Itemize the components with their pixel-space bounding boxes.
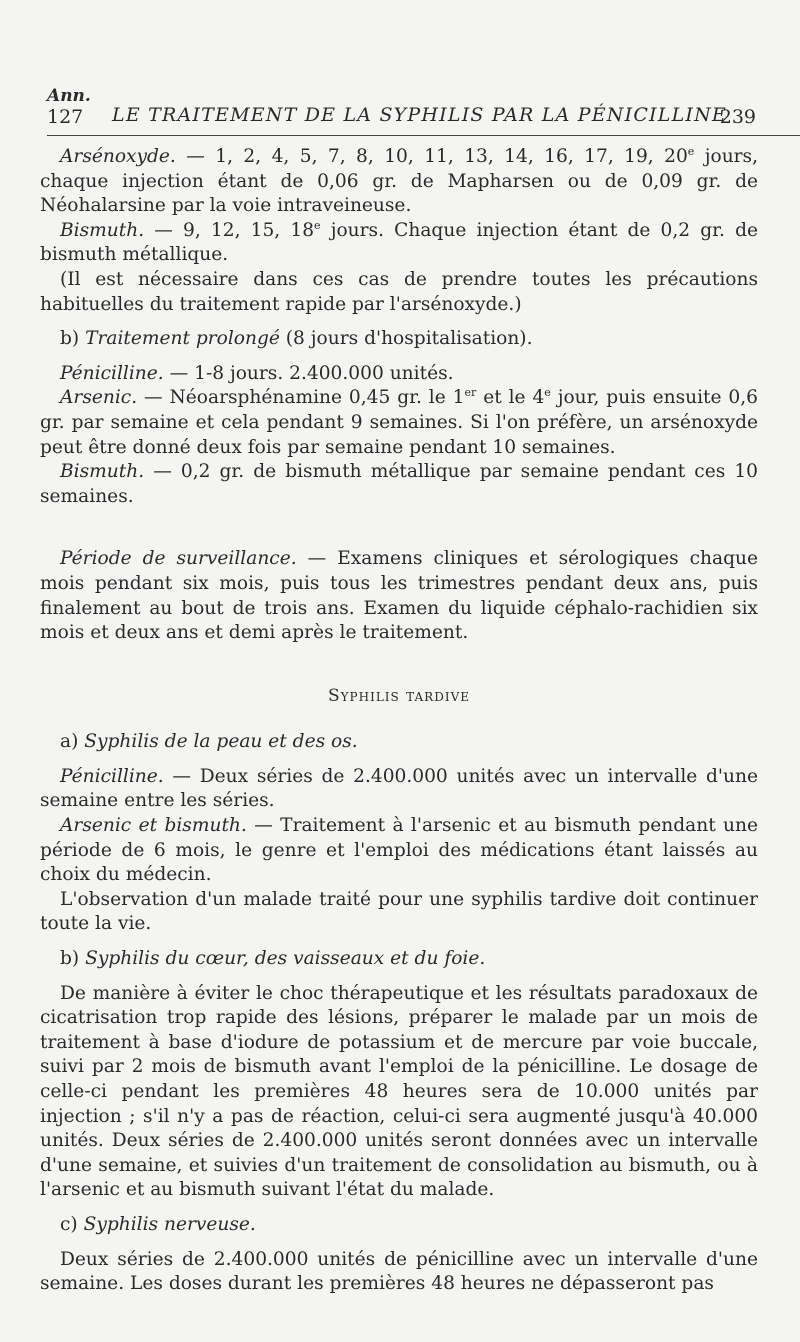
para-nerveuse: Deux séries de 2.400.000 unités de pénicilline avec un intervalle d'une semaine. Les doses durant les premières 48 heures ne dépasseront pas [40,1248,758,1295]
para-arsenic-bismuth: Arsenic et bismuth. — Traitement à l'arsenic et au bismuth pendant une période de 6 mois, le genre et l'emploi des médications étant laissés au choix du médecin. [40,815,759,886]
para-bismuth-2: Bismuth. — 0,2 gr. de bismuth métallique par semaine pendant ces 10 semaines. [40,461,758,507]
para-precautions: (Il est nécessaire dans ces cas de prendre toutes les précautions habituelles du traitement rapide par l'arsénoxyde.) [40,268,758,315]
para-penicilline-1: Pénicilline. — 1-8 jours. 2.400.000 unités. [60,362,454,384]
para-coeur: De manière à éviter le choc thérapeutique et les résultats paradoxaux de cicatrisation trop rapide des lésions, préparer le malade par un mois de traitement à base d'iodure de potassium et de mercure par voie buccale, suivi par 2 mois de bismuth avant l'emploi de la pénicilline. Le dosage de celle-ci pendant les premières 48 heures sera de 10.000 unités par injection ; s'il n'y a pas de réaction, celui-ci sera augmenté jusqu'à 40.000 unités. Deux séries de 2.400.000 unités seront données avec un intervalle d'une semaine, et suivies d'un traitement de consolidation au bismuth, ou à l'arsenic et au bismuth suivant l'état du malade. [40,982,758,1201]
para-arsenic-1: Arsenic. — Néoarsphénamine 0,45 gr. le 1er et le 4e jour, puis ensuite 0,6 gr. par semaine et cela pendant 9 semaines. Si l'on préfère, un arsénoxyde peut être donné deux fois par semaine pendant 10 semaines. [40,386,758,458]
heading-nerveuse: c) Syphilis nerveuse. [60,1213,256,1235]
heading-coeur: b) Syphilis du cœur, des vaisseaux et du foie. [60,948,486,970]
header-ann: Ann. [47,86,91,106]
para-bismuth-1: Bismuth. — 9, 12, 15, 18e jours. Chaque injection étant de 0,2 gr. de bismuth métallique. [40,218,758,266]
header-number: 127 [47,106,84,128]
header-rule [47,135,800,136]
running-title: LE TRAITEMENT DE LA SYPHILIS PAR LA PÉNICILLINE [112,104,727,126]
body-text [40,145,758,1297]
para-penicilline-2: Pénicilline. — Deux séries de 2.400.000 unités avec un intervalle d'une semaine entre les séries. [40,765,758,812]
para-surveillance: Période de surveillance. — Examens cliniques et sérologiques chaque mois pendant six mois, puis tous les trimestres pendant deux ans, puis finalement au bout de trois ans. Examen du liquide céphalo-rachidien six mois et deux ans et demi après le traitement. [40,548,758,644]
para-arsenoxyde: Arsénoxyde. — 1, 2, 4, 5, 7, 8, 10, 11, 13, 14, 16, 17, 19, 20e jours, chaque injection étant de 0,06 gr. de Mapharsen ou de 0,09 gr. de Néohalarsine par la voie intraveineuse. [40,144,759,217]
para-observation: L'observation d'un malade traité pour une syphilis tardive doit continuer toute la vie. [40,888,758,935]
heading-peau-os: a) Syphilis de la peau et des os. [60,731,358,753]
page-number: 239 [719,106,756,128]
heading-traitement-prolonge: b) Traitement prolongé (8 jours d'hospitalisation). [60,328,533,350]
section-heading: Syphilis tardive [327,685,471,706]
